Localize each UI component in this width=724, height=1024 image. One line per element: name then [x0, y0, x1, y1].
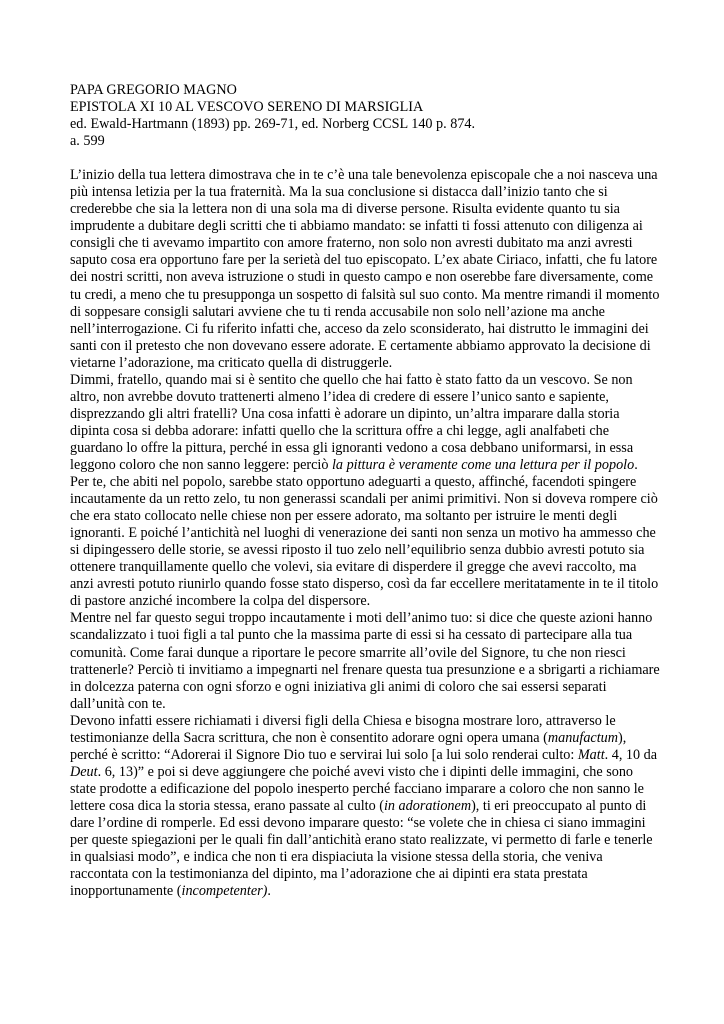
- letter-year: a. 599: [70, 133, 105, 150]
- document-body: [70, 167, 660, 900]
- edition-reference: ed. Ewald-Hartmann (1893) pp. 269-71, ed. Norberg CCSL 140 p. 874.: [70, 116, 476, 133]
- paragraph-text: . 6, 13)” e poi si deve aggiungere che poiché avevi visto che i dipinti delle immagini, che sono state prodotte a edificazione del popolo inesperto perché facciano imparare a coloro che non sanno le lettere cosa dica la storia stessa, erano passate al culto (: [70, 763, 644, 814]
- document-header: [70, 82, 660, 150]
- paragraph-text: Dimmi, fratello, quando mai si è sentito che quello che hai fatto è stato fatto da un vescovo. Se non altro, non avrebbe dovuto trattenerti almeno l’idea di credere di essere l’unico santo e sapiente, disprezzando gli altri fratelli? Una cosa infatti è adorare un dipinto, un’altra imparare dalla storia dipinta cosa si debba adorare: infatti quello che la scrittura offre a chi legge, agli analfabeti che guardano lo offre la pittura, perché in essa gli ignoranti vedono a cosa debbano uniformarsi, in essa leggono coloro che non sanno leggere: perciò: [70, 371, 634, 473]
- header-spacer: [70, 150, 660, 167]
- paragraph-text: L’inizio della tua lettera dimostrava che in te c’è una tale benevolenza episcopale che a noi nasceva una più intensa letizia per la tua fraternità. Ma la sua conclusione si distacca dall’inizio tanto che si crederebbe che sia la lettera non di una sola ma di diverse persone. Risulta evidente quanto tu sia imprudente a dubitare degli scritti che ti abbiamo mandato: se infatti ti fossi attenuto con diligenza ai consigli che ti avevamo impartito con amore fraterno, non solo non avresti dubitato ma anzi avresti saputo cosa era opportuno fare per la serietà del tuo episcopato. L’ex abate Ciriaco, infatti, che fu latore dei nostri scritti, non aveva istruzione o studi in questo campo e non oserebbe fare diversamente, come tu credi, a meno che tu presupponga un sospetto di falsità sul suo conto. Ma mentre rimandi il momento di soppesare consigli salutari avviene che tu ti renda accusabile non solo nell’azione ma anche nell’interrogazione. Ci fu riferito infatti che, acceso da zelo sconsiderato, hai distrutto le immagini dei santi con il pretesto che non dovevano essere adorate. E certamente abbiamo approvato la decisione di vietarne l’adorazione, ma criticato quella di distruggerle.: [70, 167, 660, 371]
- paragraph-text: . Per te, che abiti nel popolo, sarebbe stato opportuno adeguarti a questo, affinché, facendoti spingere incautamente da un retto zelo, tu non generassi scandali per animi primitivi. Non si doveva rompere ciò che era stato collocato nelle chiese non per essere adorato, ma soltanto per istruire le menti degli ignoranti. E poiché l’antichità nel luoghi di venerazione dei santi non senza un motivo ha ammesso che si dipingessero delle storie, se avessi riposto il tuo zelo nell’equilibrio senza dubbio avresti potuto sia ottenere tranquillamente quello che volevi, sia evitare di disperdere il gregge che avevi raccolto, ma anzi avresti potuto riunirlo quando fosse stato disperso, così da far eccellere meritatamente in te il titolo di pastore anziché incombere la colpa del dispersore.: [70, 456, 659, 610]
- italic-text: manufactum: [547, 729, 619, 746]
- body-paragraph: [70, 713, 660, 901]
- paragraph-text: ), perché è scritto: “Adorerai il Signore Dio tuo e servirai lui solo [a lui solo renderai culto:: [70, 729, 627, 763]
- paragraph-text: ), ti eri preoccupato al punto di dare l’ordine di romperle. Ed essi devono imparare questo: “se volete che in chiesa ci siano immagini per queste spiegazioni per le quali fin dall’antichità erano stato realizzate, vi permetto di farle e tenerle in qualsiasi modo”, e indica che non ti era dispiaciuta la visione stessa della storia, che veniva raccontata con la testimonianza del dipinto, ma l’adorazione che ai dipinti era stata prestata inopportunamente (: [70, 797, 653, 900]
- italic-text: in adorationem: [383, 797, 472, 814]
- italic-text: Matt: [577, 746, 605, 763]
- letter-title: EPISTOLA XI 10 AL VESCOVO SERENO DI MARSIGLIA: [70, 99, 424, 116]
- author-line: PAPA GREGORIO MAGNO: [70, 82, 237, 98]
- paragraph-text: .: [267, 883, 271, 900]
- document-page: [70, 82, 660, 900]
- paragraph-text: Devono infatti essere richiamati i diversi figli della Chiesa e bisogna mostrare loro, attraverso le testimonianze della Sacra scrittura, che non è consentito adorare ogni opera umana (: [70, 712, 616, 746]
- paragraph-text: . 4, 10 da: [604, 746, 658, 763]
- body-paragraph: [70, 610, 660, 712]
- italic-text: Deut: [70, 763, 98, 780]
- body-paragraph: [70, 372, 660, 611]
- italic-text: la pittura è veramente come una lettura per il popolo: [331, 456, 635, 473]
- italic-text: incompetenter): [181, 883, 268, 900]
- body-paragraph: [70, 167, 660, 372]
- paragraph-text: Mentre nel far questo segui troppo incautamente i moti dell’animo tuo: si dice che queste azioni hanno scandalizzato i tuoi figli a tal punto che la massima parte di essi si ha cessato di partecipare alla tua comunità. Come farai dunque a riportare le pecore smarrite all’ovile del Signore, tu che non riesci trattenerle? Perciò ti invitiamo a impegnarti nel frenare questa tua presunzione e a sbrigarti a richiamare in dolcezza paterna con ogni sforzo e ogni iniziativa gli animi di coloro che sai essersi separati dall’unità con te.: [70, 610, 660, 712]
